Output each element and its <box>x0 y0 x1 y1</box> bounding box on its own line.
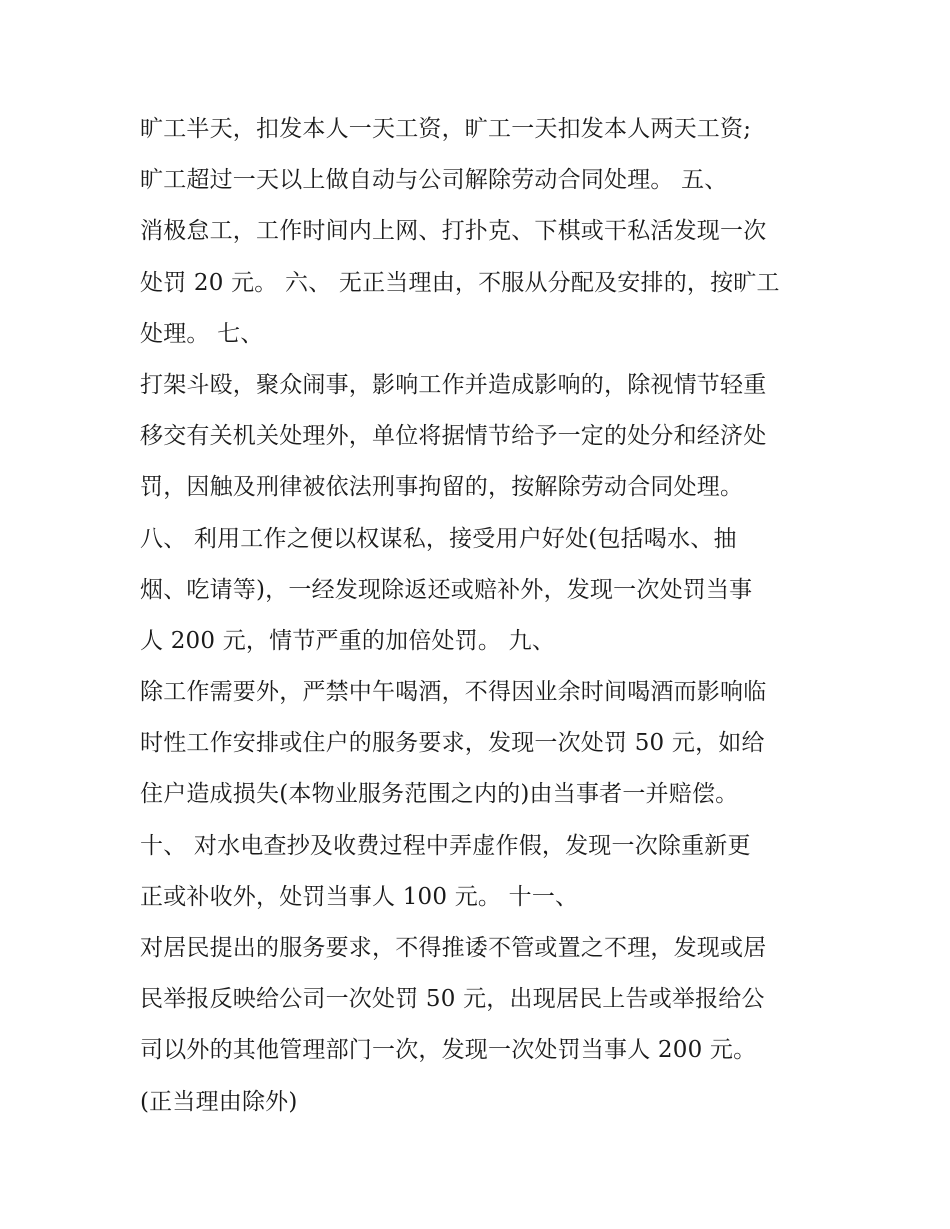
text-line: 住户造成损失(本物业服务范围之内的)由当事者一并赔偿。 <box>140 781 739 808</box>
text-line: 旷工半天，扣发本人一天工资，旷工一天扣发本人两天工资; <box>140 116 752 142</box>
body-text <box>140 104 830 1128</box>
text-line: 处罚 20 元。 六、 无正当理由，不服从分配及安排的，按旷工 <box>140 269 780 296</box>
text-line: 对居民提出的服务要求，不得推诿不管或置之不理，发现或居 <box>140 935 767 961</box>
text-line: 民举报反映给公司一次处罚 50 元，出现居民上告或举报给公 <box>140 986 765 1013</box>
text-line: 消极怠工，工作时间内上网、打扑克、下棋或干私活发现一次 <box>140 218 767 245</box>
text-line: 司以外的其他管理部门一次，发现一次处罚当事人 200 元。 <box>140 1037 757 1064</box>
text-line: 除工作需要外，严禁中午喝酒，不得因业余时间喝酒而影响临 <box>140 679 767 706</box>
text-line: 烟、吃请等)，一经发现除返还或赔补外，发现一次处罚当事 <box>140 576 753 603</box>
text-line: 移交有关机关处理外，单位将据情节给予一定的处分和经济处 <box>140 423 767 450</box>
text-line: 八、 利用工作之便以权谋私，接受用户好处(包括喝水、抽 <box>140 525 737 552</box>
text-line: 正或补收外，处罚当事人 100 元。 十一、 <box>140 883 579 910</box>
text-line: 人 200 元，情节严重的加倍处罚。 九、 <box>140 627 556 654</box>
text-line: 罚，因触及刑律被依法刑事拘留的，按解除劳动合同处理。 <box>140 474 744 501</box>
text-line: 处理。 七、 <box>140 320 264 347</box>
text-line: 时性工作安排或住户的服务要求，发现一次处罚 50 元，如给 <box>140 730 765 757</box>
text-line: 旷工超过一天以上做自动与公司解除劳动合同处理。 五、 <box>140 167 728 194</box>
text-line: (正当理由除外) <box>140 1088 298 1115</box>
text-line: 打架斗殴，聚众闹事，影响工作并造成影响的，除视情节轻重 <box>140 371 767 398</box>
text-line: 十、 对水电查抄及收费过程中弄虚作假，发现一次除重新更 <box>140 832 751 859</box>
